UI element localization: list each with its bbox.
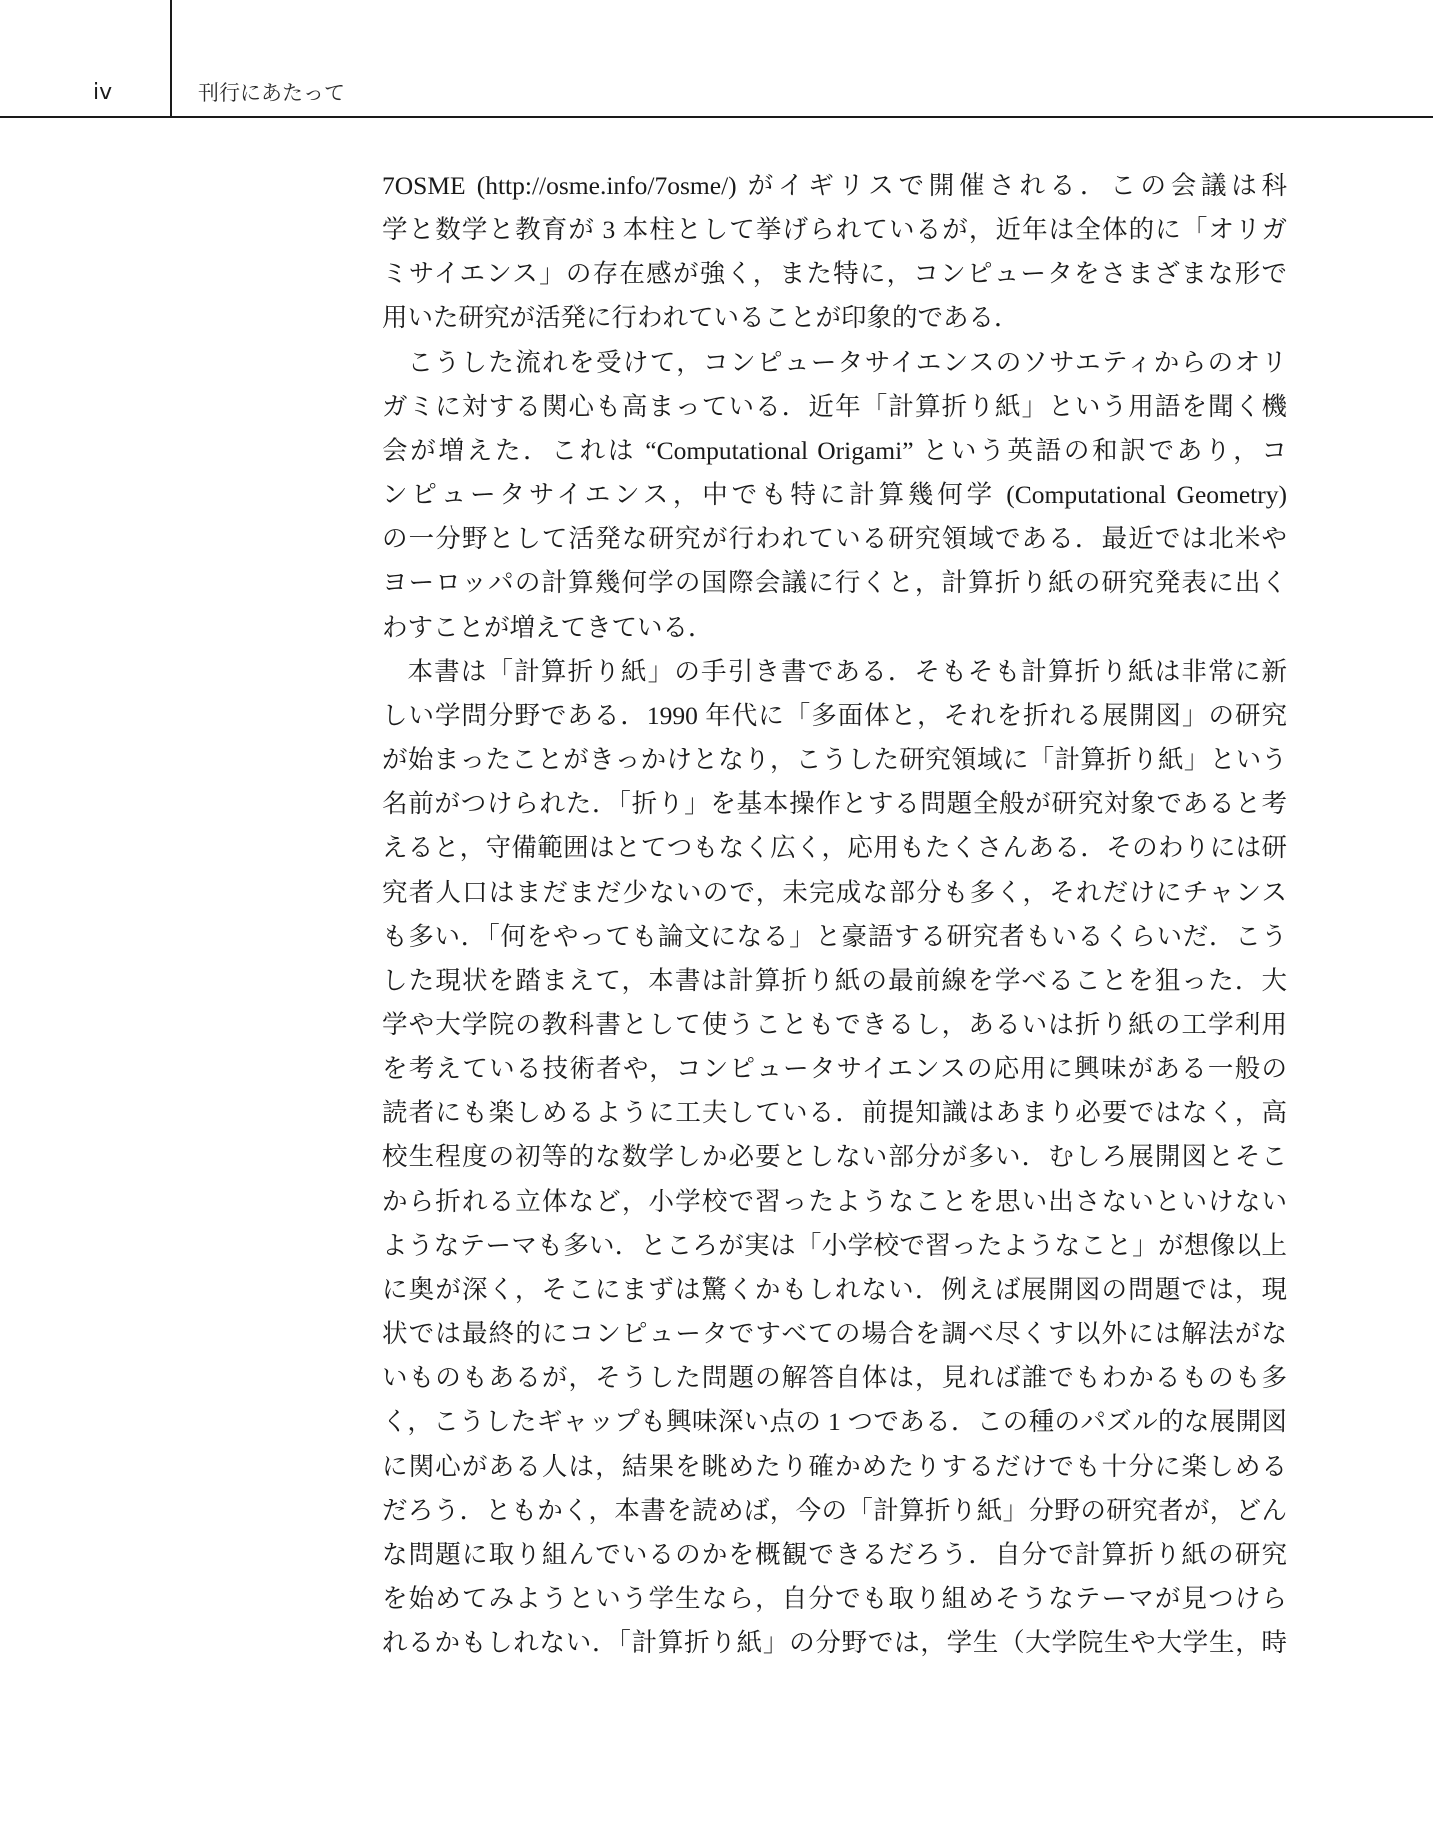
text-line: 状では最終的にコンピュータですべての場合を調べ尽くす以外には解法がな — [382, 1319, 1287, 1349]
text-line: しい学問分野である．1990 年代に「多面体と，それを折れる展開図」の研究 — [382, 700, 1287, 730]
text-line: ガミに対する関心も高まっている．近年「計算折り紙」という用語を聞く機 — [382, 391, 1287, 421]
text-line: ヨーロッパの計算幾何学の国際会議に行くと，計算折り紙の研究発表に出く — [382, 568, 1287, 598]
text-line: した現状を踏まえて，本書は計算折り紙の最前線を学べることを狙った．大 — [382, 965, 1287, 995]
text-line: ンピュータサイエンス，中でも特に計算幾何学 (Computational Geometry) — [382, 480, 1287, 510]
paragraph — [382, 650, 1287, 1666]
text-line: く，こうしたギャップも興味深い点の 1 つである．この種のパズル的な展開図 — [382, 1407, 1287, 1437]
text-line: えると，守備範囲はとてつもなく広く，応用もたくさんある．そのわりには研 — [382, 833, 1287, 863]
text-line: 校生程度の初等的な数学しか必要としない部分が多い．むしろ展開図とそこ — [382, 1142, 1287, 1172]
text-line: な問題に取り組んでいるのかを概観できるだろう．自分で計算折り紙の研究 — [382, 1539, 1287, 1569]
text-line: を考えている技術者や，コンピュータサイエンスの応用に興味がある一般の — [382, 1054, 1287, 1084]
text-line: 学と数学と教育が 3 本柱として挙げられているが，近年は全体的に「オリガ — [382, 215, 1287, 245]
text-line: 名前がつけられた．「折り」を基本操作とする問題全般が研究対象であると考 — [382, 789, 1287, 819]
text-line: に奥が深く，そこにまずは驚くかもしれない．例えば展開図の問題では，現 — [382, 1274, 1287, 1304]
text-line: 学や大学院の教科書として使うこともできるし，あるいは折り紙の工学利用 — [382, 1009, 1287, 1039]
text-line: ようなテーマも多い．ところが実は「小学校で習ったようなこと」が想像以上 — [382, 1230, 1287, 1260]
running-title: 刊行にあたって — [198, 81, 345, 105]
text-line: こうした流れを受けて，コンピュータサイエンスのソサエティからのオリ — [407, 347, 1287, 377]
text-line: 会が増えた．これは “Computational Origami” という英語の和訳であり，コ — [382, 435, 1287, 465]
header-rule — [0, 116, 1433, 118]
text-line: に関心がある人は，結果を眺めたり確かめたりするだけでも十分に楽しめる — [382, 1451, 1287, 1481]
text-line: 読者にも楽しめるように工夫している．前提知識はあまり必要ではなく，高 — [382, 1098, 1287, 1128]
paragraph — [382, 341, 1287, 650]
text-line: 本書は「計算折り紙」の手引き書である．そもそも計算折り紙は非常に新 — [407, 656, 1287, 686]
header-divider — [170, 0, 172, 117]
page-number: iv — [93, 80, 113, 105]
text-line: 究者人口はまだまだ少ないので，未完成な部分も多く，それだけにチャンス — [382, 877, 1287, 907]
text-line: れるかもしれない．「計算折り紙」の分野では，学生（大学院生や大学生，時 — [382, 1628, 1287, 1658]
text-line: ミサイエンス」の存在感が強く，また特に，コンピュータをさまざまな形で — [382, 259, 1287, 289]
text-line: から折れる立体など，小学校で習ったようなことを思い出さないといけない — [382, 1186, 1287, 1216]
text-line: も多い．「何をやっても論文になる」と豪語する研究者もいるくらいだ．こう — [382, 921, 1287, 951]
text-line: いものもあるが，そうした問題の解答自体は，見れば誰でもわかるものも多 — [382, 1363, 1287, 1393]
text-line: だろう．ともかく，本書を読めば，今の「計算折り紙」分野の研究者が，どん — [382, 1495, 1287, 1525]
text-line: を始めてみようという学生なら，自分でも取り組めそうなテーマが見つけら — [382, 1584, 1287, 1613]
text-line: が始まったことがきっかけとなり，こうした研究領域に「計算折り紙」という — [382, 745, 1287, 775]
paragraph-continued — [382, 164, 1287, 341]
text-line: 7OSME (http://osme.info/7osme/) がイギリスで開催される．この会議は科 — [382, 171, 1287, 200]
text-line: 用いた研究が活発に行われていることが印象的である． — [382, 303, 1020, 333]
text-line: の一分野として活発な研究が行われている研究領域である．最近では北米や — [382, 524, 1287, 554]
body-text — [382, 164, 1287, 1665]
text-line: わすことが増えてきている． — [382, 612, 714, 642]
